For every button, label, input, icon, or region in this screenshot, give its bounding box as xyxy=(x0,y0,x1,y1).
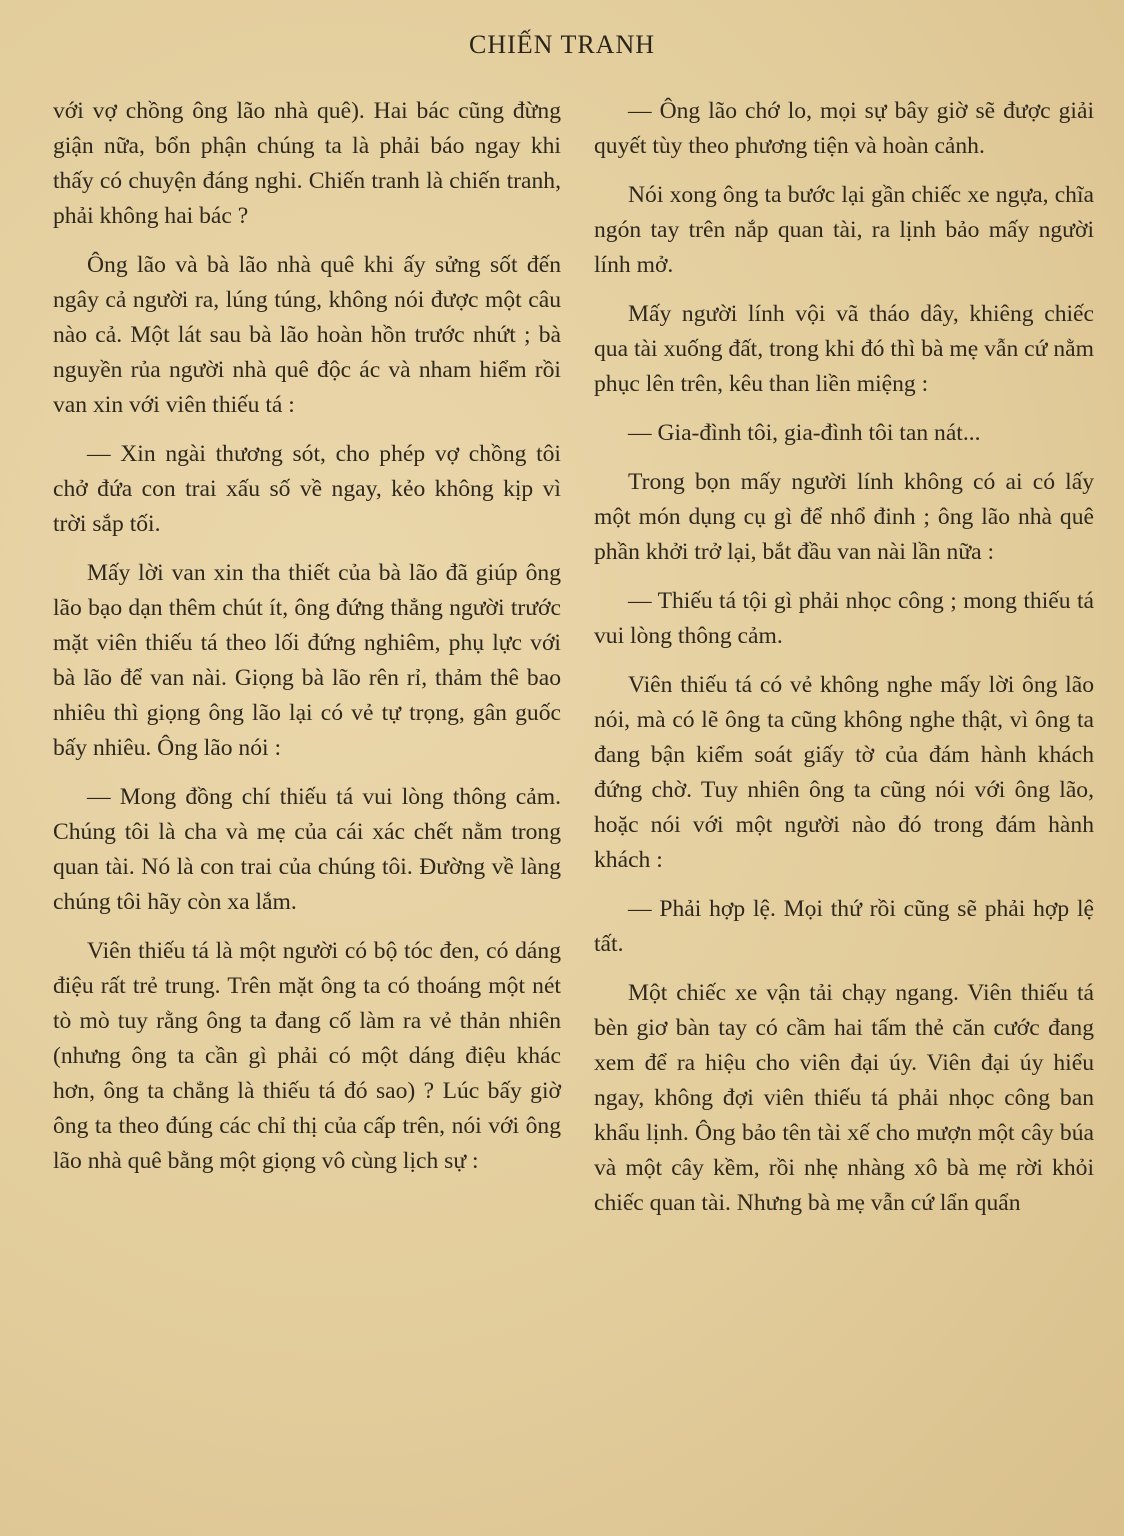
paragraph: — Phải hợp lệ. Mọi thứ rồi cũng sẽ phải hợp lệ tất. xyxy=(594,896,1094,957)
paragraph: Nói xong ông ta bước lại gần chiếc xe ngựa, chĩa ngón tay trên nắp quan tài, ra lịnh bảo mấy người lính mở. xyxy=(594,182,1094,278)
paragraph: với vợ chồng ông lão nhà quê). Hai bác cũng đừng giận nữa, bổn phận chúng ta là phải báo ngay khi thấy có chuyện đáng nghi. Chiến tranh là chiến tranh, phải không hai bác ? xyxy=(53,98,561,229)
paragraph: — Ông lão chớ lo, mọi sự bây giờ sẽ được giải quyết tùy theo phương tiện và hoàn cảnh. xyxy=(594,98,1094,159)
paragraph: Một chiếc xe vận tải chạy ngang. Viên thiếu tá bèn giơ bàn tay có cầm hai tấm thẻ căn cước đang xem để ra hiệu cho viên đại úy. Viên đại úy hiểu ngay, không đợi viên thiếu tá phải nhọc công ban khẩu lịnh. Ông bảo tên tài xế cho mượn một cây búa và một cây kềm, rồi nhẹ nhàng xô bà mẹ rời khỏi chiếc quan tài. Nhưng bà mẹ vẫn cứ lẩn quẩn xyxy=(594,980,1094,1216)
paragraph: Mấy lời van xin tha thiết của bà lão đã giúp ông lão bạo dạn thêm chút ít, ông đứng thẳng người trước mặt viên thiếu tá theo lối đứng nghiêm, phụ lực với bà lão để van nài. Giọng bà lão rên rỉ, thảm thê bao nhiêu thì giọng ông lão lại có vẻ tự trọng, gân guốc bấy nhiêu. Ông lão nói : xyxy=(53,560,561,761)
paragraph: Mấy người lính vội vã tháo dây, khiêng chiếc qua tài xuống đất, trong khi đó thì bà mẹ vẫn cứ nằm phục lên trên, kêu than liền miệng : xyxy=(594,301,1094,397)
paragraph: Viên thiếu tá có vẻ không nghe mấy lời ông lão nói, mà có lẽ ông ta cũng không nghe thật, vì ông ta đang bận kiểm soát giấy tờ của đám hành khách đứng chờ. Tuy nhiên ông ta cũng nói với ông lão, hoặc nói với một người nào đó trong đám hành khách : xyxy=(594,672,1094,873)
paragraph: — Thiếu tá tội gì phải nhọc công ; mong thiếu tá vui lòng thông cảm. xyxy=(594,588,1094,649)
paragraph: — Mong đồng chí thiếu tá vui lòng thông cảm. Chúng tôi là cha và mẹ của cái xác chết nằm trong quan tài. Nó là con trai của chúng tôi. Đường về làng chúng tôi hãy còn xa lắm. xyxy=(53,784,561,915)
left-column xyxy=(53,94,561,1193)
page-title: CHIẾN TRANH xyxy=(468,30,656,59)
paragraph: Viên thiếu tá là một người có bộ tóc đen, có dáng điệu rất trẻ trung. Trên mặt ông ta có thoáng một nét tò mò tuy rằng ông ta đang cố làm ra vẻ thản nhiên (nhưng ông ta cần gì phải có một dáng điệu khác hơn, ông ta chẳng là thiếu tá đó sao) ? Lúc bấy giờ ông ta theo đúng các chỉ thị của cấp trên, nói với ông lão nhà quê bằng một giọng vô cùng lịch sự : xyxy=(53,938,561,1174)
paragraph: — Gia-đình tôi, gia-đình tôi tan nát... xyxy=(628,420,981,446)
paragraph: Trong bọn mấy người lính không có ai có lấy một món dụng cụ gì để nhổ đinh ; ông lão nhà quê phần khởi trở lại, bắt đầu van nài lần nữa : xyxy=(594,469,1094,565)
paragraph: — Xin ngài thương sót, cho phép vợ chồng tôi chở đứa con trai xấu số về ngay, kẻo không kịp vì trời sắp tối. xyxy=(53,441,561,537)
right-column xyxy=(594,94,1094,1235)
paragraph: Ông lão và bà lão nhà quê khi ấy sửng sốt đến ngây cả người ra, lúng túng, không nói được một câu nào cả. Một lát sau bà lão hoàn hồn trước nhứt ; bà nguyền rủa người nhà quê độc ác và nham hiểm rồi van xin với viên thiếu tá : xyxy=(53,252,561,418)
